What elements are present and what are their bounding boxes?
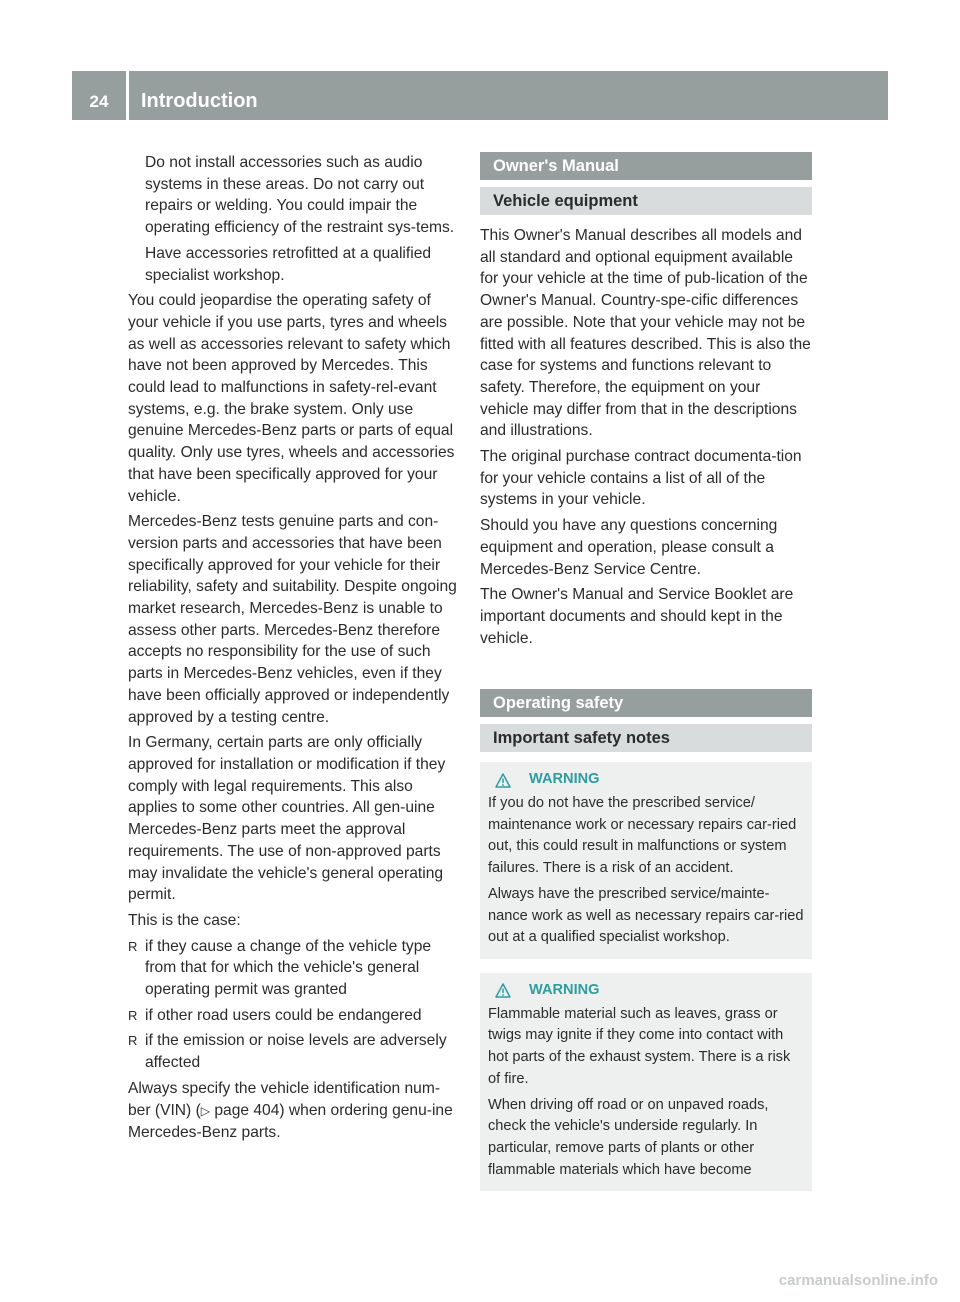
warning-text: When driving off road or on unpaved roads, check the vehicle's underside regularly. In particular, remove parts of plants or other flammable materials which have become xyxy=(488,1096,769,1178)
body-paragraph: You could jeopardise the operating safety of your vehicle if you use parts, tyres and wheels as well as accessories relevant to safety which have not been approved by Mercedes. This could lead to malfunctions in safety-rel-evant systems, e.g. the brake system. Only use genuine Mercedes-Benz parts or parts of equal quality. Only use tyres, wheels and accessories that have been specifically approved for your vehicle. xyxy=(128,292,455,505)
closing-text: page 404) when ordering genu-ine Mercedes-Benz parts. xyxy=(128,1101,453,1142)
header-divider xyxy=(126,71,129,120)
warning-box xyxy=(480,973,812,1191)
warning-text: Flammable material such as leaves, grass or twigs may ignite if they come into contact with hot parts of the exhaust system. There is a risk of fire. xyxy=(488,1005,791,1087)
section-heading-operating-safety: Operating safety xyxy=(480,689,812,717)
bullet-mark: R xyxy=(128,1007,138,1023)
left-column xyxy=(128,152,462,1148)
bullet-mark: R xyxy=(128,938,138,954)
list-item xyxy=(128,936,462,1001)
warning-triangle-icon xyxy=(495,773,511,788)
warning-title: WARNING xyxy=(529,771,600,788)
body-paragraph: The Owner's Manual and Service Booklet are important documents and should kept in the vehicle. xyxy=(480,586,794,647)
body-paragraph: This is the case: xyxy=(128,911,241,929)
subsection-heading-important-safety-notes: Important safety notes xyxy=(480,724,812,752)
indented-paragraph: Have accessories retrofitted at a qualified specialist workshop. xyxy=(145,244,432,284)
page-reference-arrow-icon[interactable]: ▷ xyxy=(200,1103,211,1118)
list-item-text: if the emission or noise levels are adversely affected xyxy=(145,1032,447,1072)
warning-spacer xyxy=(480,959,812,973)
warning-text: Always have the prescribed service/mainte-nance work as well as necessary repairs car-ried out at a qualified specialist workshop. xyxy=(488,885,804,946)
warning-triangle-icon xyxy=(495,983,511,998)
body-paragraph: This Owner's Manual describes all models and all standard and optional equipment available for your vehicle at the time of pub-lication of the Owner's Manual. Country-spe-cific differences are possible. Note that your vehicle may not be fitted with all features described. This is also the case for systems and functions relevant to safety. Therefore, the equipment on your vehicle may differ from that in the descriptions and illustrations. xyxy=(480,227,811,440)
warning-header xyxy=(488,980,804,1002)
body-paragraph: The original purchase contract documenta-tion for your vehicle contains a list of all of the systems in your vehicle. xyxy=(480,448,802,509)
closing-paragraph xyxy=(128,1078,462,1144)
warning-text: If you do not have the prescribed service/ maintenance work or necessary repairs car-ried out, this could result in malfunctions or system failures. There is a risk of an accident. xyxy=(488,795,797,877)
watermark: carmanualsonline.info xyxy=(778,1272,938,1289)
list-item xyxy=(128,1030,462,1073)
page-number: 24 xyxy=(89,92,109,111)
body-paragraph: Mercedes-Benz tests genuine parts and con-version parts and accessories that have been specifically approved for your vehicle for their reliability, safety and suitability. Despite ongoing market research, Mercedes-Benz is unable to assess other parts. Mercedes-Benz therefore accepts no responsibility for the use of such parts in Mercedes-Benz vehicles, even if they have been officially approved or independently approved by a testing centre. xyxy=(128,513,457,726)
body-paragraph: In Germany, certain parts are only officially approved for installation or modification if they comply with legal requirements. This also applies to some other countries. All gen-uine Mercedes-Benz parts meet the approval requirements. The use of non-approved parts may invalidate the vehicle's general operating permit. xyxy=(128,734,446,904)
page-header xyxy=(72,71,888,120)
warning-title: WARNING xyxy=(529,981,600,998)
list-item xyxy=(128,1005,462,1027)
body-paragraph: Should you have any questions concerning equipment and operation, please consult a Mercedes-Benz Service Centre. xyxy=(480,517,778,578)
warning-box xyxy=(480,762,812,959)
indented-paragraph: Do not install accessories such as audio systems in these areas. Do not carry out repairs or welding. You could impair the operating efficiency of the restraint sys-tems. xyxy=(145,154,455,237)
section-spacer xyxy=(480,653,812,689)
right-column xyxy=(480,152,812,1191)
bullet-mark: R xyxy=(128,1033,138,1049)
section-heading-owners-manual: Owner's Manual xyxy=(480,152,812,180)
subsection-heading-vehicle-equipment: Vehicle equipment xyxy=(480,187,812,215)
list-item-text: if they cause a change of the vehicle type from that for which the vehicle's general operating permit was granted xyxy=(145,937,432,999)
list-item-text: if other road users could be endangered xyxy=(145,1006,422,1024)
chapter-title: Introduction xyxy=(141,90,258,112)
closing-text: Always specify the vehicle identification num-ber (VIN) ( xyxy=(128,1079,441,1119)
warning-header xyxy=(488,769,804,791)
